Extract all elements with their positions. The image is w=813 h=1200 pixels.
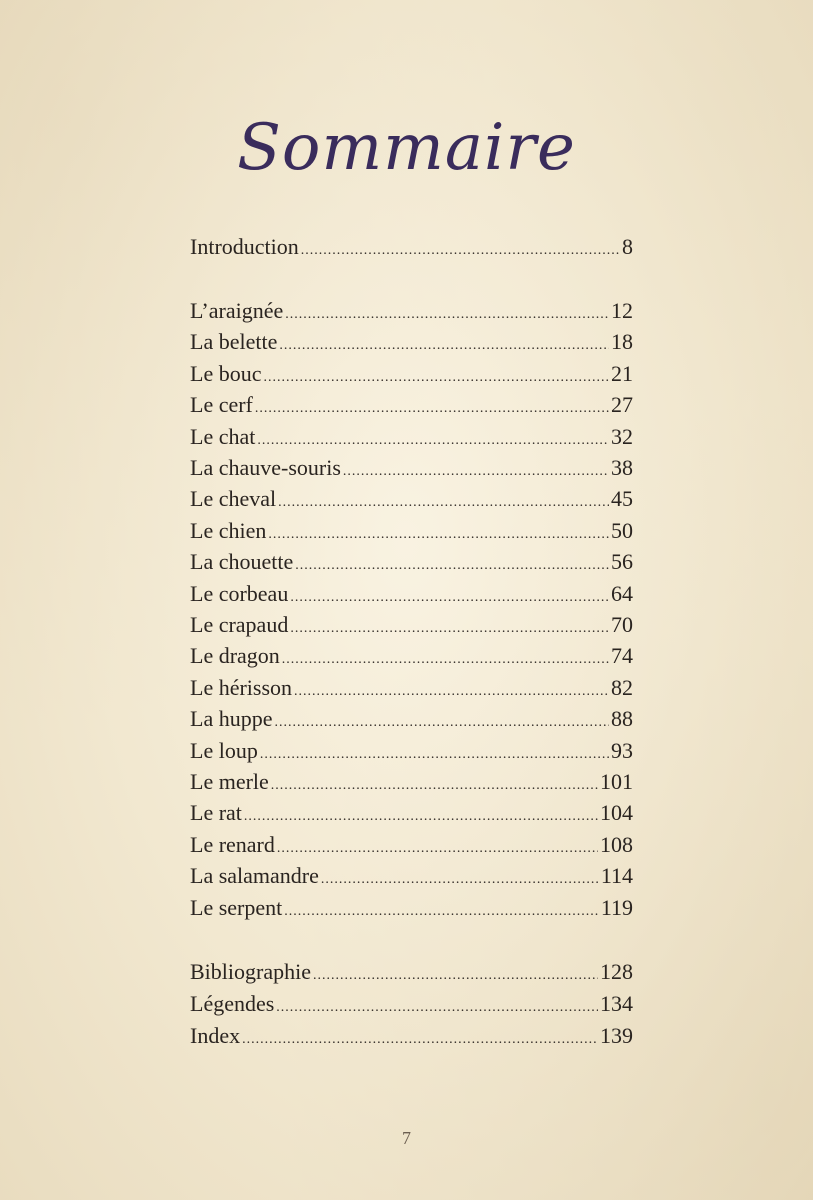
- dot-leader: [260, 740, 609, 770]
- toc-entry-bibliographie[interactable]: [190, 957, 633, 987]
- toc-entry-index[interactable]: [190, 1021, 633, 1051]
- toc-entry-chapter[interactable]: [190, 736, 633, 766]
- toc-entry-label: Bibliographie: [190, 959, 311, 984]
- toc-entry-label: Le cheval: [190, 486, 277, 512]
- toc-entry-page: 128: [600, 959, 633, 984]
- toc-entry-chapter[interactable]: [190, 422, 633, 452]
- toc-entry-page: 74: [611, 643, 633, 669]
- toc-entry-page: 70: [611, 612, 633, 637]
- toc-entry-chapter[interactable]: [190, 453, 633, 483]
- toc-entry-chapter[interactable]: [190, 893, 633, 923]
- toc-entry-page: 18: [611, 329, 633, 355]
- dot-leader: [321, 865, 599, 895]
- toc-entry-label: La chauve-souris: [190, 455, 341, 480]
- dot-leader: [290, 583, 609, 613]
- dot-leader: [255, 394, 609, 424]
- toc-entry-page: 38: [611, 455, 633, 480]
- toc-entry-chapter[interactable]: [190, 516, 633, 546]
- toc-entry-label: Le corbeau: [190, 580, 289, 606]
- toc-entry-page: 27: [611, 392, 633, 418]
- toc-entry-chapter[interactable]: [190, 484, 633, 514]
- toc-entry-page: 8: [622, 234, 633, 259]
- dot-leader: [263, 363, 609, 393]
- toc-entry-label: Le cerf: [190, 392, 253, 418]
- toc-entry-chapter[interactable]: [190, 673, 633, 703]
- toc-entry-introduction[interactable]: [190, 232, 633, 262]
- toc-entry-label: Introduction: [190, 234, 299, 259]
- dot-leader: [282, 645, 609, 675]
- toc-entry-label: Le chat: [190, 423, 256, 449]
- toc-entry-label: Le merle: [190, 769, 269, 794]
- dot-leader: [343, 457, 609, 487]
- dot-leader: [244, 802, 598, 832]
- toc-entry-page: 93: [611, 737, 633, 763]
- toc-entry-page: 119: [600, 894, 633, 920]
- toc-entry-page: 114: [600, 863, 633, 889]
- dot-leader: [274, 708, 609, 738]
- toc-entry-label: Le dragon: [190, 643, 280, 669]
- toc-entry-chapter[interactable]: [190, 390, 633, 420]
- toc-entry-chapter[interactable]: [190, 610, 633, 640]
- toc-entry-chapter[interactable]: [190, 861, 633, 891]
- toc-entry-chapter[interactable]: [190, 327, 633, 357]
- toc-entry-label: L’araignée: [190, 298, 284, 323]
- toc-entry-page: 32: [611, 423, 633, 449]
- dot-leader: [279, 331, 609, 361]
- dot-leader: [295, 551, 609, 581]
- toc-entry-chapter[interactable]: [190, 296, 633, 326]
- toc-entry-page: 134: [600, 991, 633, 1016]
- toc-entry-label: Le chien: [190, 517, 267, 543]
- dot-leader: [278, 488, 609, 518]
- toc-entry-page: 50: [611, 517, 633, 543]
- toc-entry-page: 82: [611, 674, 633, 700]
- toc-entry-chapter[interactable]: [190, 641, 633, 671]
- toc-entry-chapter[interactable]: [190, 704, 633, 734]
- toc-entry-page: 45: [611, 486, 633, 512]
- toc-entry-label: Légendes: [190, 991, 275, 1016]
- toc-entry-chapter[interactable]: [190, 798, 633, 828]
- toc-entry-chapter[interactable]: [190, 767, 633, 797]
- toc-entry-label: Le crapaud: [190, 612, 289, 637]
- toc-entry-label: La salamandre: [190, 863, 319, 889]
- toc-entry-page: 21: [611, 360, 633, 386]
- dot-leader: [268, 520, 609, 550]
- dot-leader: [294, 677, 609, 707]
- dot-leader: [277, 834, 598, 864]
- toc-entry-label: Le serpent: [190, 894, 283, 920]
- toc-entry-page: 12: [611, 298, 633, 323]
- dot-leader: [313, 961, 598, 991]
- toc-entry-label: Le rat: [190, 800, 242, 826]
- toc-entry-chapter[interactable]: [190, 359, 633, 389]
- toc-entry-chapter[interactable]: [190, 830, 633, 860]
- dot-leader: [301, 236, 620, 266]
- toc-entry-label: Le bouc: [190, 360, 262, 386]
- dot-leader: [290, 614, 609, 644]
- toc-entry-page: 56: [611, 549, 633, 575]
- page-number: 7: [402, 1128, 411, 1148]
- toc-entry-page: 88: [611, 706, 633, 732]
- dot-leader: [285, 300, 609, 330]
- dot-leader: [242, 1025, 598, 1055]
- toc-entry-label: La huppe: [190, 706, 273, 732]
- toc-entry-chapter[interactable]: [190, 579, 633, 609]
- toc-entry-label: Le loup: [190, 737, 258, 763]
- toc-entry-page: 64: [611, 580, 633, 606]
- toc-entry-label: Le renard: [190, 831, 275, 857]
- page-title: Sommaire: [237, 111, 576, 185]
- toc-entry-legendes[interactable]: [190, 989, 633, 1019]
- toc-entry-page: 101: [600, 769, 633, 794]
- toc-entry-page: 108: [600, 831, 633, 857]
- toc-entry-label: Le hérisson: [190, 674, 293, 700]
- toc-entry-page: 104: [600, 800, 633, 826]
- toc-entry-page: 139: [600, 1023, 633, 1048]
- dot-leader: [276, 993, 598, 1023]
- toc-entry-label: La chouette: [190, 549, 294, 575]
- toc-entry-label: Index: [190, 1023, 241, 1048]
- dot-leader: [271, 771, 598, 801]
- toc-entry-label: La belette: [190, 329, 278, 355]
- dot-leader: [284, 897, 599, 927]
- dot-leader: [257, 426, 609, 456]
- toc-entry-chapter[interactable]: [190, 547, 633, 577]
